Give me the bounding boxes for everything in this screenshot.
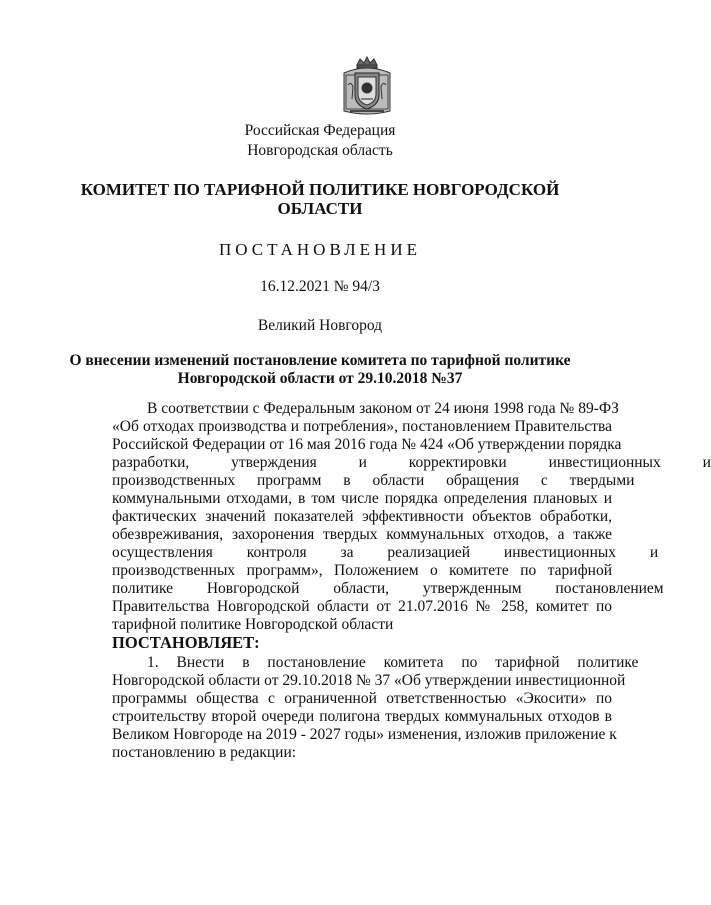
committee-title-line2: ОБЛАСТИ <box>277 199 363 218</box>
preamble-line: обезвреживания, захоронения твердых коммунальных отходов, а также <box>112 526 612 543</box>
resolves-heading: ПОСТАНОВЛЯЕТ: <box>112 633 260 652</box>
region-name: Новгородская область <box>247 142 393 159</box>
item-line: 1. Внести в постановление комитета по тарифной политике <box>147 654 639 671</box>
preamble-line: В соответствии с Федеральным законом от 24 июня 1998 года № 89-ФЗ <box>147 400 619 417</box>
document-title-line2: Новгородской области от 29.10.2018 №37 <box>177 370 463 387</box>
preamble-line: осуществления контроля за реализацией инвестиционных и <box>112 544 659 561</box>
preamble-line: коммунальными отходами, в том числе порядка определения плановых и <box>112 490 612 507</box>
city-name: Великий Новгород <box>257 317 383 334</box>
item-line: программы общества с ограниченной ответственностью «Экосити» по <box>112 690 612 707</box>
preamble-line: производственных программ в области обращения с твердыми <box>112 472 635 489</box>
document-title-line1: О внесении изменений постановление комитета по тарифной политике <box>69 352 571 369</box>
coat-of-arms-icon <box>338 55 396 117</box>
item-line: строительству второй очереди полигона твердых коммунальных отходов в <box>112 708 612 725</box>
preamble-line: разработки, утверждения и корректировки инвестиционных и <box>112 454 711 471</box>
preamble-line: политике Новгородской области, утвержденным постановлением <box>112 580 664 597</box>
preamble-line: «Об отходах производства и потребления», постановлением Правительства <box>112 418 612 435</box>
preamble-line: Российской Федерации от 16 мая 2016 года № 424 «Об утверждении порядка <box>112 436 622 453</box>
item-line: Великом Новгороде на 2019 - 2027 годы» изменения, изложив приложение к <box>112 726 617 743</box>
preamble-line: тарифной политике Новгородской области <box>112 616 394 633</box>
preamble-line: фактических значений показателей эффективности объектов обработки, <box>112 508 612 525</box>
country-name: Российская Федерация <box>244 122 396 139</box>
preamble-line: производственных программ», Положением о комитете по тарифной <box>112 562 612 579</box>
item-line: постановлению в редакции: <box>112 744 297 761</box>
item-line: Новгородской области от 29.10.2018 № 37 «Об утверждении инвестиционной <box>112 672 626 689</box>
committee-title-line1: КОМИТЕТ ПО ТАРИФНОЙ ПОЛИТИКЕ НОВГОРОДСКОЙ <box>80 180 560 199</box>
document-type: ПОСТАНОВЛЕНИЕ <box>218 240 421 259</box>
date-number: 16.12.2021 № 94/3 <box>260 278 380 295</box>
preamble-line: Правительства Новгородской области от 21.07.2016 № 258, комитет по <box>112 598 612 615</box>
